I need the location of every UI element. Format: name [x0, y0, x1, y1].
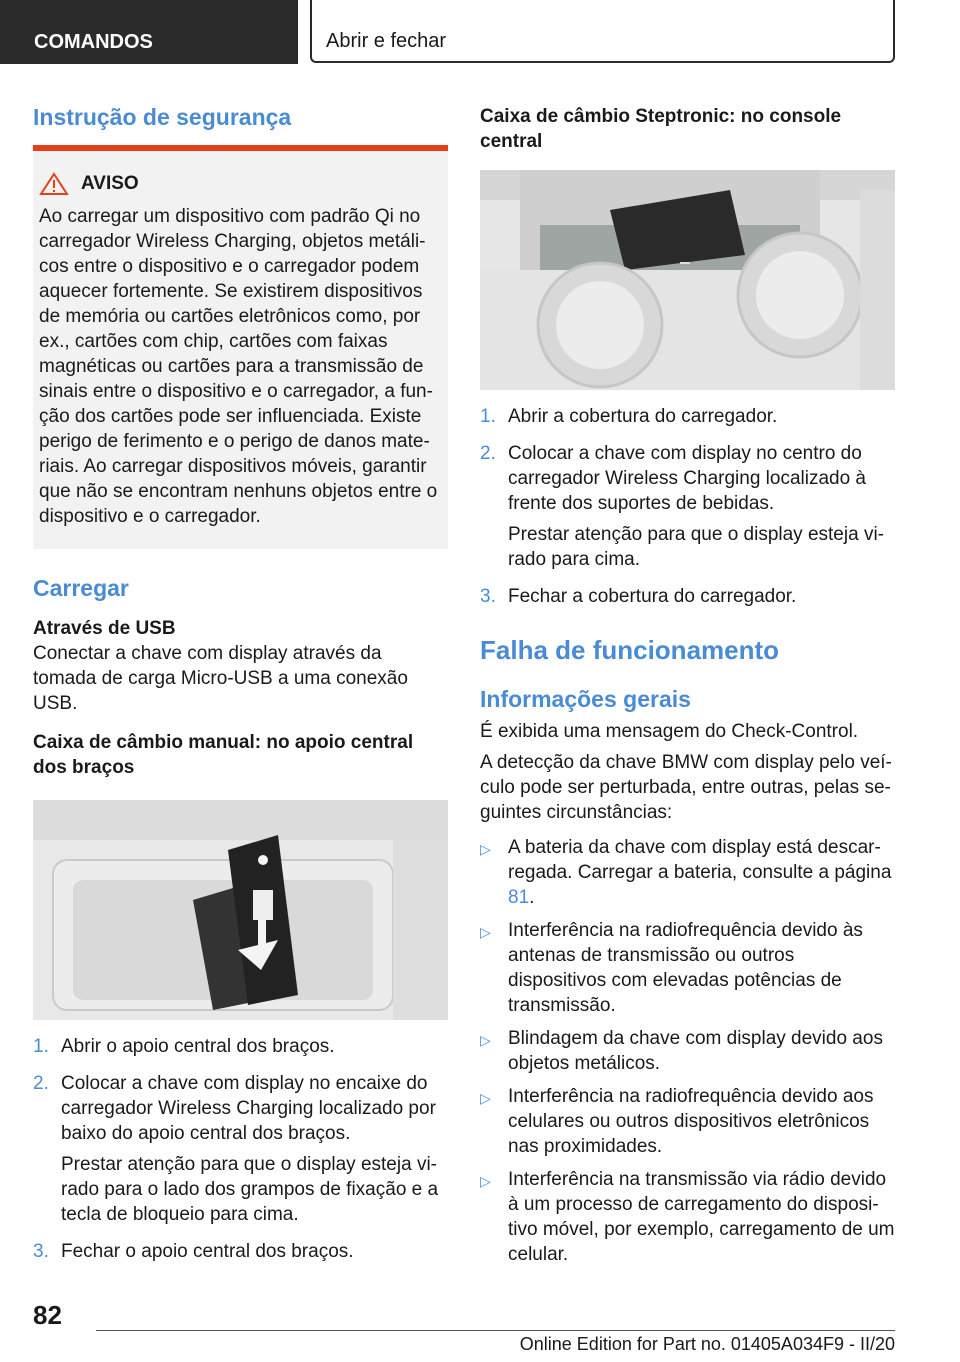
list-item [33, 1034, 448, 1065]
triangle-bullet-icon: ▷ [480, 841, 491, 857]
charge-title: Carregar [33, 575, 129, 601]
step-text: Fechar o apoio central dos braços. [61, 1241, 354, 1262]
right-column [480, 96, 895, 1275]
triangle-bullet-icon: ▷ [480, 1173, 491, 1189]
steptronic-title: Caixa de câmbio Steptronic: no console central [480, 106, 842, 152]
fault-title: Falha de funcionamento [480, 635, 780, 665]
bullet-text: Interferência na radiofrequência devido aos celulares ou outros dispositivos eletrônicos nas proximidades. [508, 1086, 874, 1157]
page-reference-link[interactable]: 81 [508, 887, 530, 908]
bullet-text: Interferência na transmissão via rádio devido à um processo de carregamento do dispositivo móvel, por exemplo, carregamento de um celular. [508, 1169, 895, 1265]
list-item [480, 441, 895, 578]
bullet-text-end: . [529, 887, 535, 908]
bullet-text: Blindagem da chave com display devido aos objetos metálicos. [508, 1028, 883, 1074]
step-number: 3. [480, 586, 496, 607]
manual-steps-list [33, 1034, 448, 1270]
step-note: Prestar atenção para que o display esteja virado para cima. [508, 524, 884, 570]
triangle-bullet-icon: ▷ [480, 1090, 491, 1106]
list-item [480, 918, 895, 1018]
warning-text: Ao carregar um dispositivo com padrão Qi no carregador Wireless Charging, objetos metálicos entre o dispositivo e o carregador podem aquecer fortemente. Se existirem dispositivos de memória ou cartões eletrônicos como, por ex., cartões com chip, cartões com faixas magnéticas ou cartões para a transmissão de sinais entre o dispositivo e o carregador, a função dos cartões pode ser influenciada. Existe perigo de ferimento e o perigo de danos materiais. Ao carregar dispositivos móveis, garantir que não se encontram nenhuns objetos entre o dispositivo e o carregador. [39, 206, 438, 527]
list-item [33, 1071, 448, 1233]
list-item [480, 1167, 895, 1267]
list-item [480, 1084, 895, 1159]
step-note: Prestar atenção para que o display esteja virado para o lado dos grampos de fixação e a tecla de bloqueio para cima. [61, 1154, 439, 1225]
bullet-text: A bateria da chave com display está descarregada. Carregar a bateria, consulte a página [508, 837, 892, 883]
triangle-bullet-icon: ▷ [480, 924, 491, 940]
warning-label: AVISO [81, 173, 139, 194]
step-number: 2. [480, 443, 496, 464]
bullet-text: Interferência na radiofrequência devido às antenas de transmissão ou outros dispositivos com elevadas potências de transmissão. [508, 920, 863, 1016]
triangle-bullet-icon: ▷ [480, 1032, 491, 1048]
circumstances-list [480, 835, 895, 1267]
general-info-title: Informações gerais [480, 686, 691, 712]
manual-gearbox-title: Caixa de câmbio manual: no apoio central dos braços [33, 732, 414, 778]
header-section-label: COMANDOS [0, 0, 298, 64]
list-item [480, 835, 895, 910]
step-text: Abrir o apoio central dos braços. [61, 1036, 335, 1057]
header-chapter-label: Abrir e fechar [310, 0, 895, 63]
steptronic-steps-list [480, 404, 895, 615]
step-text: Fechar a cobertura do carregador. [508, 586, 797, 607]
armrest-charger-illustration [33, 800, 448, 1020]
step-text: Colocar a chave com display no encaixe do carregador Wireless Charging localizado por baixo do apoio central dos braços. [61, 1073, 436, 1144]
step-number: 3. [33, 1241, 49, 1262]
edition-footer: Online Edition for Part no. 01405A034F9 - II/20 [519, 1334, 895, 1354]
console-charger-illustration [480, 170, 895, 390]
usb-title: Através de USB [33, 618, 176, 639]
step-number: 1. [33, 1036, 49, 1057]
warning-box [33, 151, 448, 549]
list-item [33, 1239, 448, 1270]
warning-header [39, 171, 442, 196]
step-text: Colocar a chave com display no centro do carregador Wireless Charging localizado à frente dos suportes de bebidas. [508, 443, 867, 514]
usb-text: Conectar a chave com display através da tomada de carga Micro-USB a uma conexão USB. [33, 643, 408, 714]
left-column [33, 96, 448, 1276]
list-item [480, 584, 895, 615]
list-item [480, 404, 895, 435]
step-number: 2. [33, 1073, 49, 1094]
safety-title: Instrução de segurança [33, 104, 292, 130]
general-text-2: A detecção da chave BMW com display pelo veículo pode ser perturbada, entre outras, pelas seguintes circunstâncias: [480, 752, 892, 823]
list-item [480, 1026, 895, 1076]
page-number: 82 [33, 1300, 62, 1330]
general-text-1: É exibida uma mensagem do Check-Control. [480, 721, 859, 742]
step-text: Abrir a cobertura do carregador. [508, 406, 778, 427]
warning-triangle-icon [39, 172, 69, 196]
step-number: 1. [480, 406, 496, 427]
footer-divider [96, 1330, 895, 1331]
